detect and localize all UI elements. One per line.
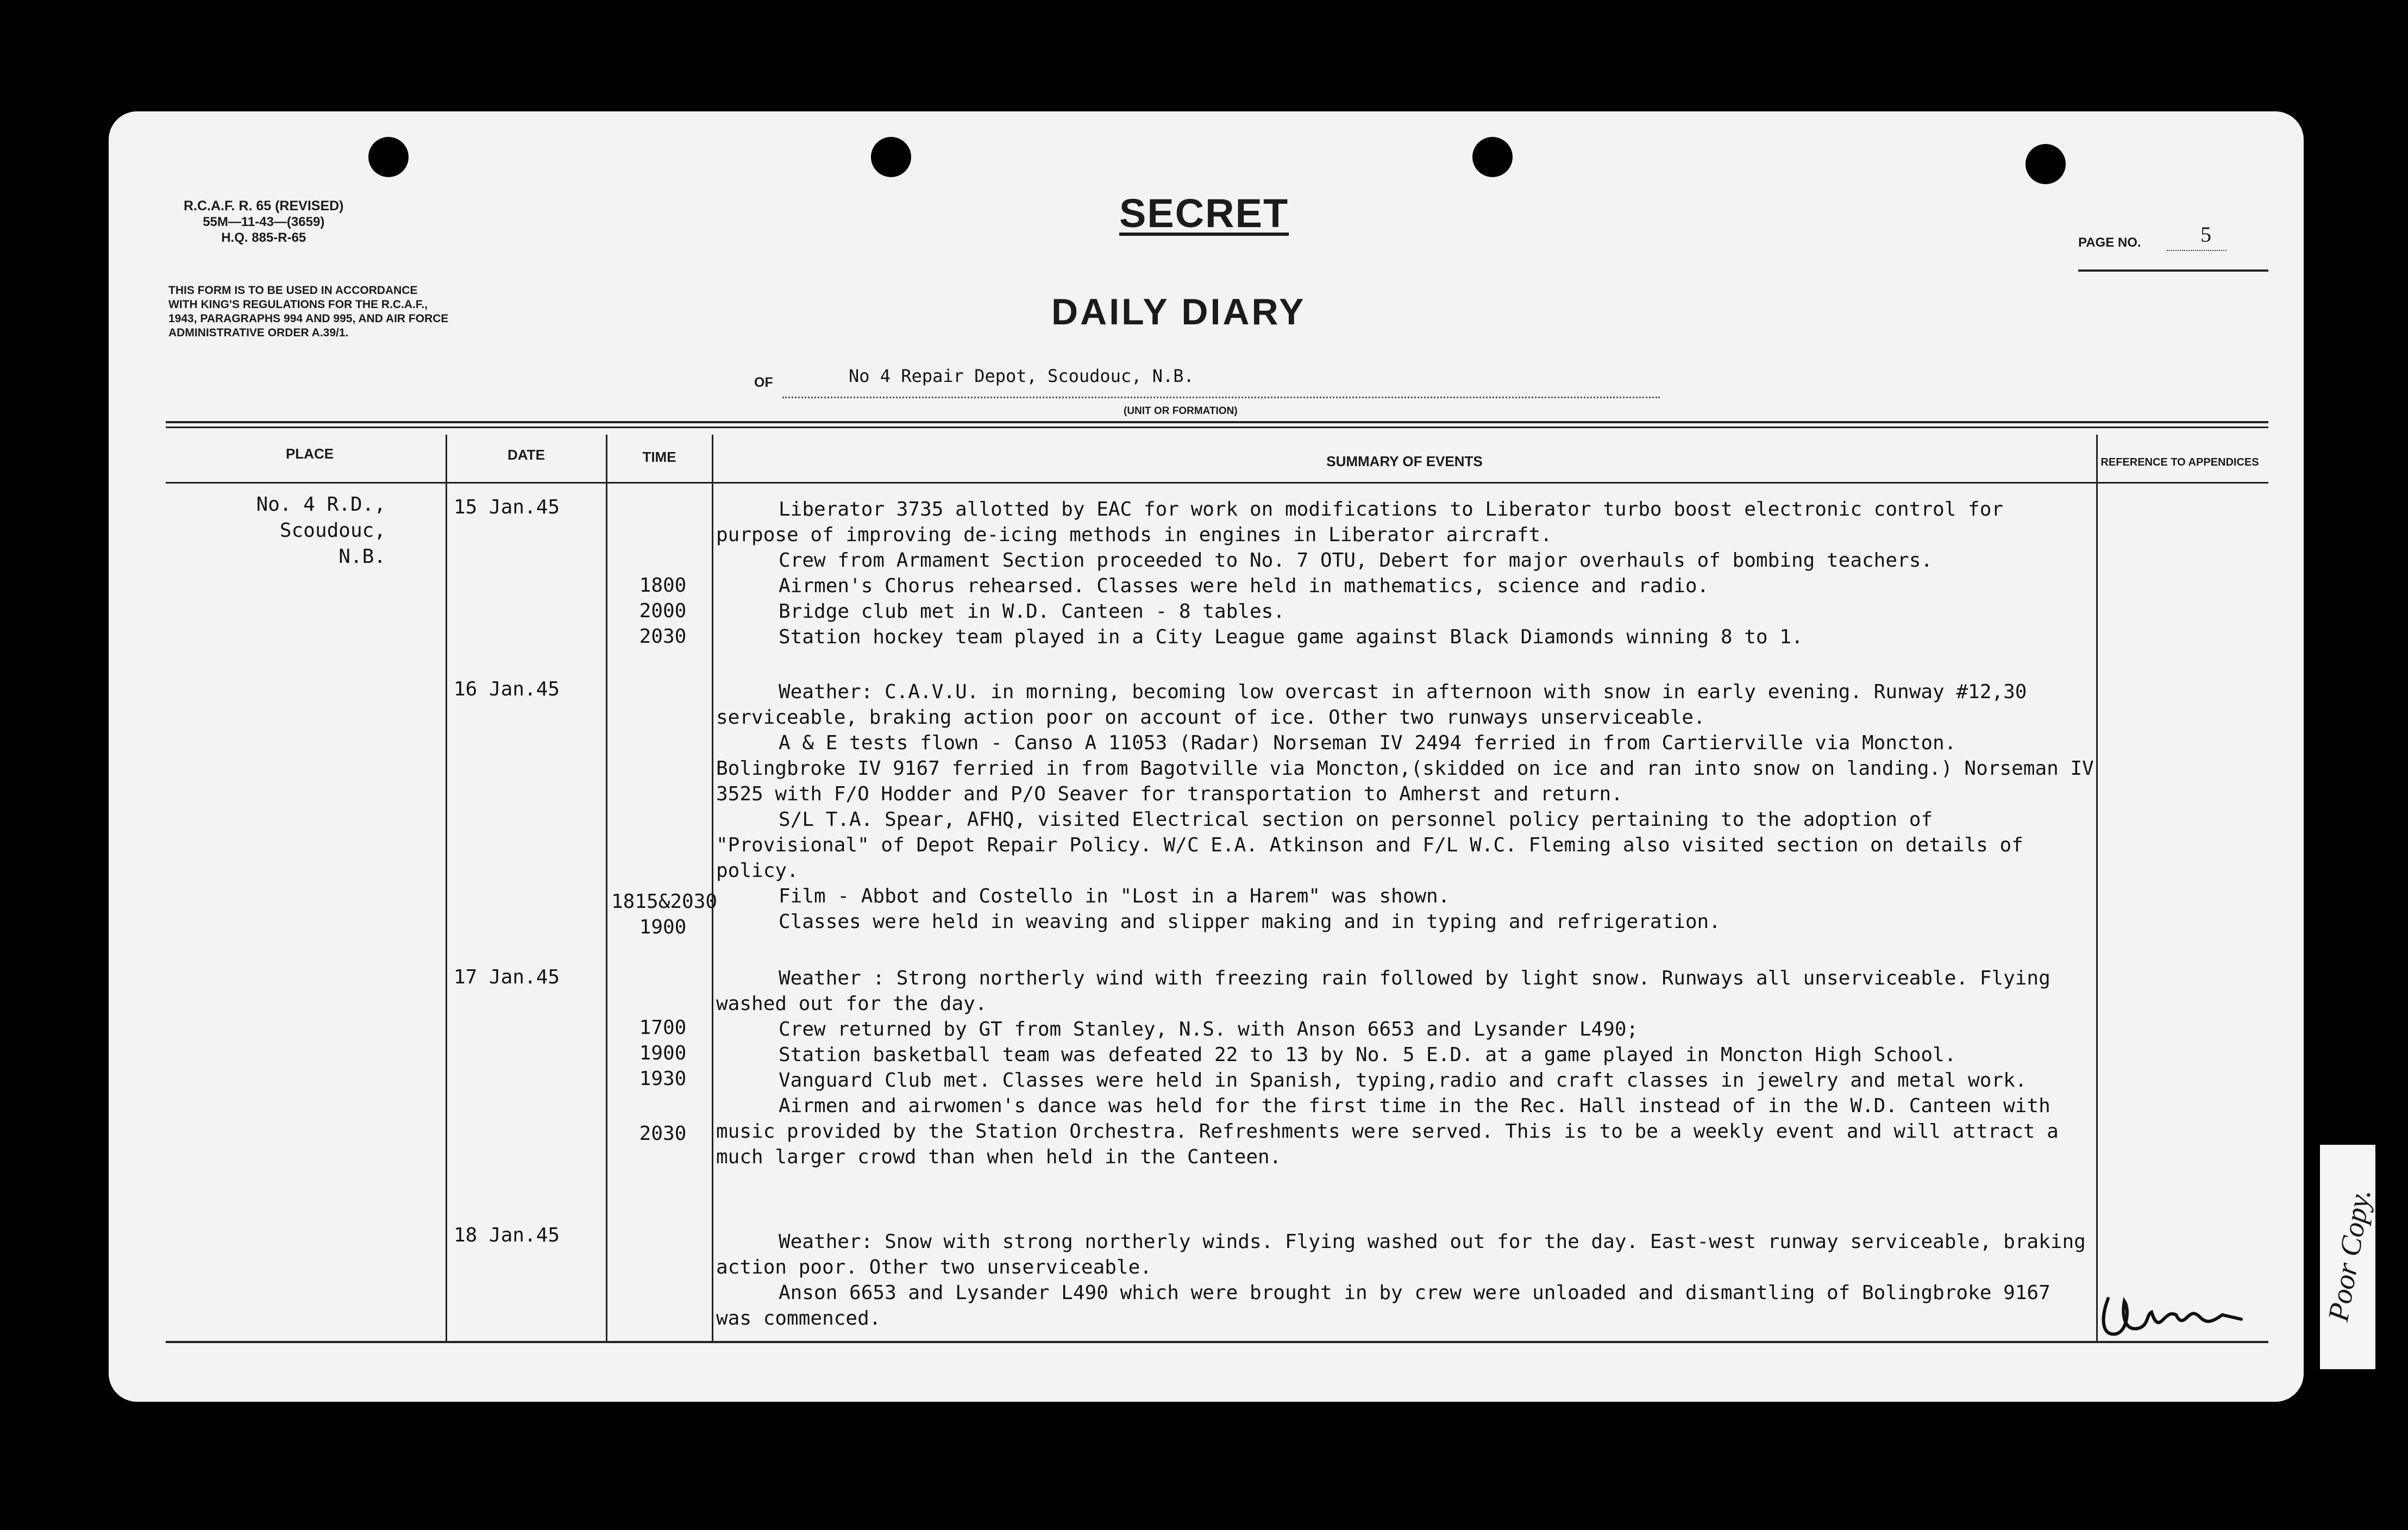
table-top-rule xyxy=(166,421,2268,423)
date-cell: 18 Jan.45 xyxy=(454,1224,560,1246)
form-instructions: THIS FORM IS TO BE USED IN ACCORDANCE WITH KING'S REGULATIONS FOR THE R.C.A.F., 1943, PARAGRAPHS 994 AND 995, AND AIR FORCE ADMINISTRATIVE ORDER A.39/1. xyxy=(168,284,449,339)
punch-hole xyxy=(1472,137,1513,177)
initials-signature xyxy=(2097,1261,2255,1342)
column-divider xyxy=(606,435,607,1341)
diary-entry: Bridge club met in W.D. Canteen - 8 tables. xyxy=(779,600,1285,623)
punch-hole xyxy=(368,137,409,177)
diary-entry: Film - Abbot and Costello in "Lost in a Harem" was shown. xyxy=(779,885,1450,907)
column-header-place: PLACE xyxy=(285,446,334,462)
diary-entry: Anson 6653 and Lysander L490 which were brought in by crew were unloaded and dismantling of Bolingbroke 9167 was commenced. xyxy=(716,1282,2050,1330)
time-cell: 2030 xyxy=(639,1123,687,1145)
page-number: 5 xyxy=(2200,222,2211,247)
page-number-label: PAGE NO. xyxy=(2078,235,2141,250)
security-classification: SECRET xyxy=(1119,191,1289,236)
place-cell: No. 4 R.D., Scoudouc, N.B. xyxy=(256,493,386,568)
time-cell: 1800 2000 2030 xyxy=(639,574,687,648)
time-cell: 1700 1900 1930 xyxy=(639,1017,687,1090)
column-header-reference: REFERENCE TO APPENDICES xyxy=(2100,456,2259,468)
summary-18-jan xyxy=(716,1229,2096,1331)
punch-hole xyxy=(871,137,911,177)
diary-entry: Weather: Snow with strong northerly winds. Flying washed out for the day. East-west runway serviceable, braking action poor. Other two unserviceable. xyxy=(716,1231,2086,1278)
diary-entry: Classes were held in weaving and slipper making and in typing and refrigeration. xyxy=(779,911,1721,933)
summary-16-jan xyxy=(716,679,2096,935)
date-cell: 15 Jan.45 xyxy=(454,496,560,518)
table-bottom-rule xyxy=(166,1341,2268,1343)
diary-entry: Weather: C.A.V.U. in morning, becoming low overcast in afternoon with snow in early evening. Runway #12,30 serviceable, braking action poor on account of ice. Other two runways unserviceable. xyxy=(716,681,2027,729)
diary-entry: Airmen's Chorus rehearsed. Classes were held in mathematics, science and radio. xyxy=(779,575,1709,597)
page-title: DAILY DIARY xyxy=(1051,291,1306,333)
diary-entry: S/L T.A. Spear, AFHQ, visited Electrical section on personnel policy pertaining to the adoption of "Provisional" of Depot Repair Policy. W/C E.A. Atkinson and F/L W.C. Fleming also visited section on details of policy. xyxy=(716,808,2023,882)
column-header-summary: SUMMARY OF EVENTS xyxy=(1326,453,1483,469)
poor-copy-note: Poor Copy. xyxy=(2322,1186,2377,1324)
summary-17-jan xyxy=(716,965,2096,1170)
header-bottom-rule xyxy=(166,482,2268,484)
unit-dotted-line xyxy=(782,397,1660,398)
date-cell: 17 Jan.45 xyxy=(454,966,560,988)
table-top-rule-2 xyxy=(166,427,2268,428)
summary-15-jan xyxy=(716,497,2096,650)
diary-entry: Station basketball team was defeated 22 to 13 by No. 5 E.D. at a game played in Moncton High School. xyxy=(779,1044,1956,1066)
diary-entry: Station hockey team played in a City League game against Black Diamonds winning 8 to 1. xyxy=(779,626,1803,648)
diary-entry: Crew returned by GT from Stanley, N.S. with Anson 6653 and Lysander L490; xyxy=(779,1018,1639,1040)
column-header-date: DATE xyxy=(507,447,545,463)
punch-hole xyxy=(2026,144,2066,184)
unit-name: No 4 Repair Depot, Scoudouc, N.B. xyxy=(849,366,1194,386)
date-cell: 16 Jan.45 xyxy=(454,678,560,700)
diary-entry: Crew from Armament Section proceeded to No. 7 OTU, Debert for major overhauls of bombing teachers. xyxy=(779,549,1933,572)
diary-entry: Weather : Strong northerly wind with freezing rain followed by light snow. Runways all unserviceable. Flying washed out for the day. xyxy=(716,967,2050,1015)
column-divider xyxy=(2096,435,2098,1341)
header-rule xyxy=(2078,269,2268,272)
diary-entry: Liberator 3735 allotted by EAC for work on modifications to Liberator turbo boost electronic control for purpose of improving de-icing methods in engines in Liberator aircraft. xyxy=(716,498,2004,546)
form-identifier: R.C.A.F. R. 65 (REVISED) 55M—11-43—(3659) H.Q. 885-R-65 xyxy=(184,198,344,245)
column-header-time: TIME xyxy=(642,449,676,465)
unit-of-label: OF xyxy=(754,375,773,390)
page-number-line xyxy=(2167,250,2227,251)
unit-caption: (UNIT OR FORMATION) xyxy=(1124,405,1238,417)
diary-entry: A & E tests flown - Canso A 11053 (Radar) Norseman IV 2494 ferried in from Cartierville via Moncton. Bolingbroke IV 9167 ferried in from Bagotville via Moncton,(skidded on ice and ran into snow on landing.) Norseman IV 3525 with F/O Hodder and P/O Seaver for transportation to Amherst and return. xyxy=(716,732,2094,805)
diary-entry: Vanguard Club met. Classes were held in Spanish, typing,radio and craft classes in jewelry and metal work. xyxy=(779,1069,2027,1092)
column-divider xyxy=(712,435,713,1341)
column-divider xyxy=(446,435,447,1341)
time-cell: 1815&2030 1900 xyxy=(611,891,718,938)
diary-entry: Airmen and airwomen's dance was held for the first time in the Rec. Hall instead of in the W.D. Canteen with music provided by the Station Orchestra. Refreshments were served. This is to be a weekly event and will attract a much larger crowd than when held in the Canteen. xyxy=(716,1095,2059,1168)
